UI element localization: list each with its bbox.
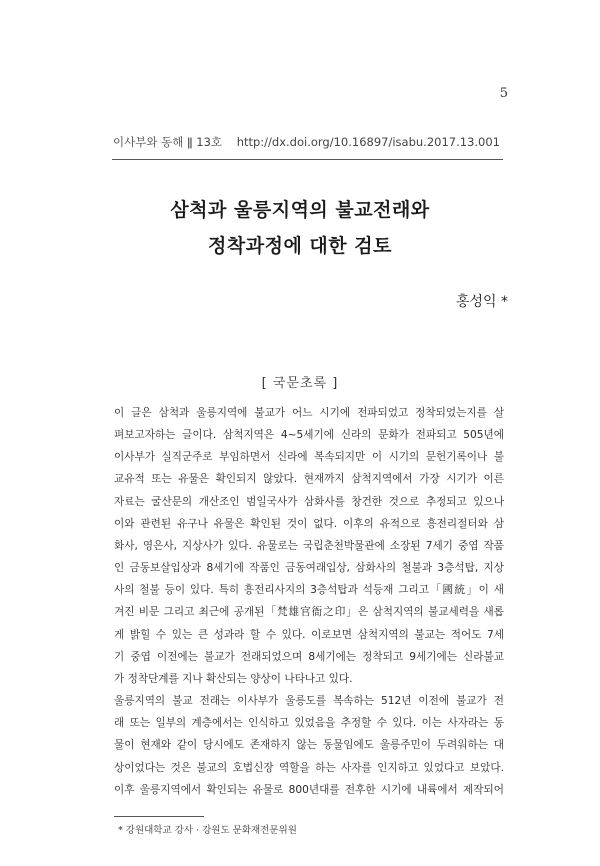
title-line-2: 정착과정에 대한 검토	[208, 235, 392, 257]
author-footnote: * 강원대학교 강사 · 강원도 문화재전문위원	[118, 825, 297, 836]
abstract-line: 겨진 비문 그리고 최근에 공개된「梵雄官衙之印」은 삼척지역의 불교세력을 새롭	[114, 606, 504, 619]
abstract-line: 게 밝힐 수 있는 큰 성과라 할 수 있다. 이로보면 삼척지역의 불교는 적어도 7세	[114, 628, 504, 641]
title-line-1: 삼척과 울릉지역의 불교전래와	[170, 199, 430, 221]
page-number: 5	[499, 86, 508, 101]
abstract-line: 펴보고자하는 글이다. 삼척지역은 4~5세기에 신라의 문화가 전파되고 505년에	[114, 429, 504, 442]
abstract-line: 울릉지역의 불교 전래는 이사부가 울릉도를 복속하는 512년 이전에 불교가 전	[114, 695, 504, 708]
paper-title	[0, 192, 600, 264]
header-divider	[112, 159, 503, 160]
abstract-line: 교유적 또는 유물은 확인되지 않았다. 현재까지 삼척지역에서 가장 시기가 이른	[114, 473, 504, 486]
abstract-line: 기 중엽 이전에는 불교가 전래되었으며 8세기에는 정착되고 9세기에는 신라불교	[114, 650, 504, 663]
abstract-line: 사의 철불 등이 있다. 특히 흥전리사지의 3층석탑과 석등재 그리고「國統」이 새	[114, 584, 504, 597]
abstract-line: 이사부가 실직군주로 부임하면서 신라에 복속되지만 이 시기의 문헌기록이나 불	[114, 451, 504, 464]
abstract-heading: [ 국문초록 ]	[261, 376, 339, 391]
abstract-line: 이후 울릉지역에서 확인되는 유물로 800년대를 전후한 시기에 내륙에서 제작되어	[114, 783, 504, 796]
doi-link[interactable]: http://dx.doi.org/10.16897/isabu.2017.13.001	[236, 135, 500, 149]
abstract-body	[114, 402, 504, 801]
abstract-line: 이와 관련된 유구나 유물은 확인된 것이 없다. 이후의 유적으로 흥전리절터와 삼	[114, 517, 504, 530]
author-name: 홍성익 *	[455, 294, 508, 310]
abstract-line: 이 글은 삼척과 울릉지역에 불교가 어느 시기에 전파되었고 정착되었는지를 살	[114, 407, 504, 419]
abstract-line: 인 금동보살입상과 8세기에 작품인 금동여래입상, 삼화사의 철불과 3층석탑, 지상	[114, 562, 504, 575]
abstract-line: 자료는 굴산문의 개산조인 범일국사가 삼화사를 창건한 것으로 추정되고 있으나	[114, 495, 504, 508]
footnote-divider	[114, 816, 204, 817]
journal-name: 이사부와 동해 ǁ 13호	[113, 135, 223, 149]
abstract-line: 래 또는 일부의 계층에서는 인식하고 있었음을 추정할 수 있다. 이는 사자라는 동	[114, 717, 504, 730]
abstract-line: 상이었다는 것은 불교의 호법신장 역할을 하는 사자를 인지하고 있었다고 보았다.	[114, 761, 504, 774]
abstract-line: 물이 현재와 같이 당시에도 존재하지 않는 동물임에도 울릉주민이 두려워하는 대	[114, 739, 504, 752]
abstract-line: 가 정착단계를 지나 확산되는 양상이 나타나고 있다.	[114, 672, 353, 685]
running-header	[113, 134, 500, 150]
abstract-line: 화사, 영은사, 지상사가 있다. 유물로는 국립춘천박물관에 소장된 7세기 중엽 작품	[114, 539, 504, 552]
